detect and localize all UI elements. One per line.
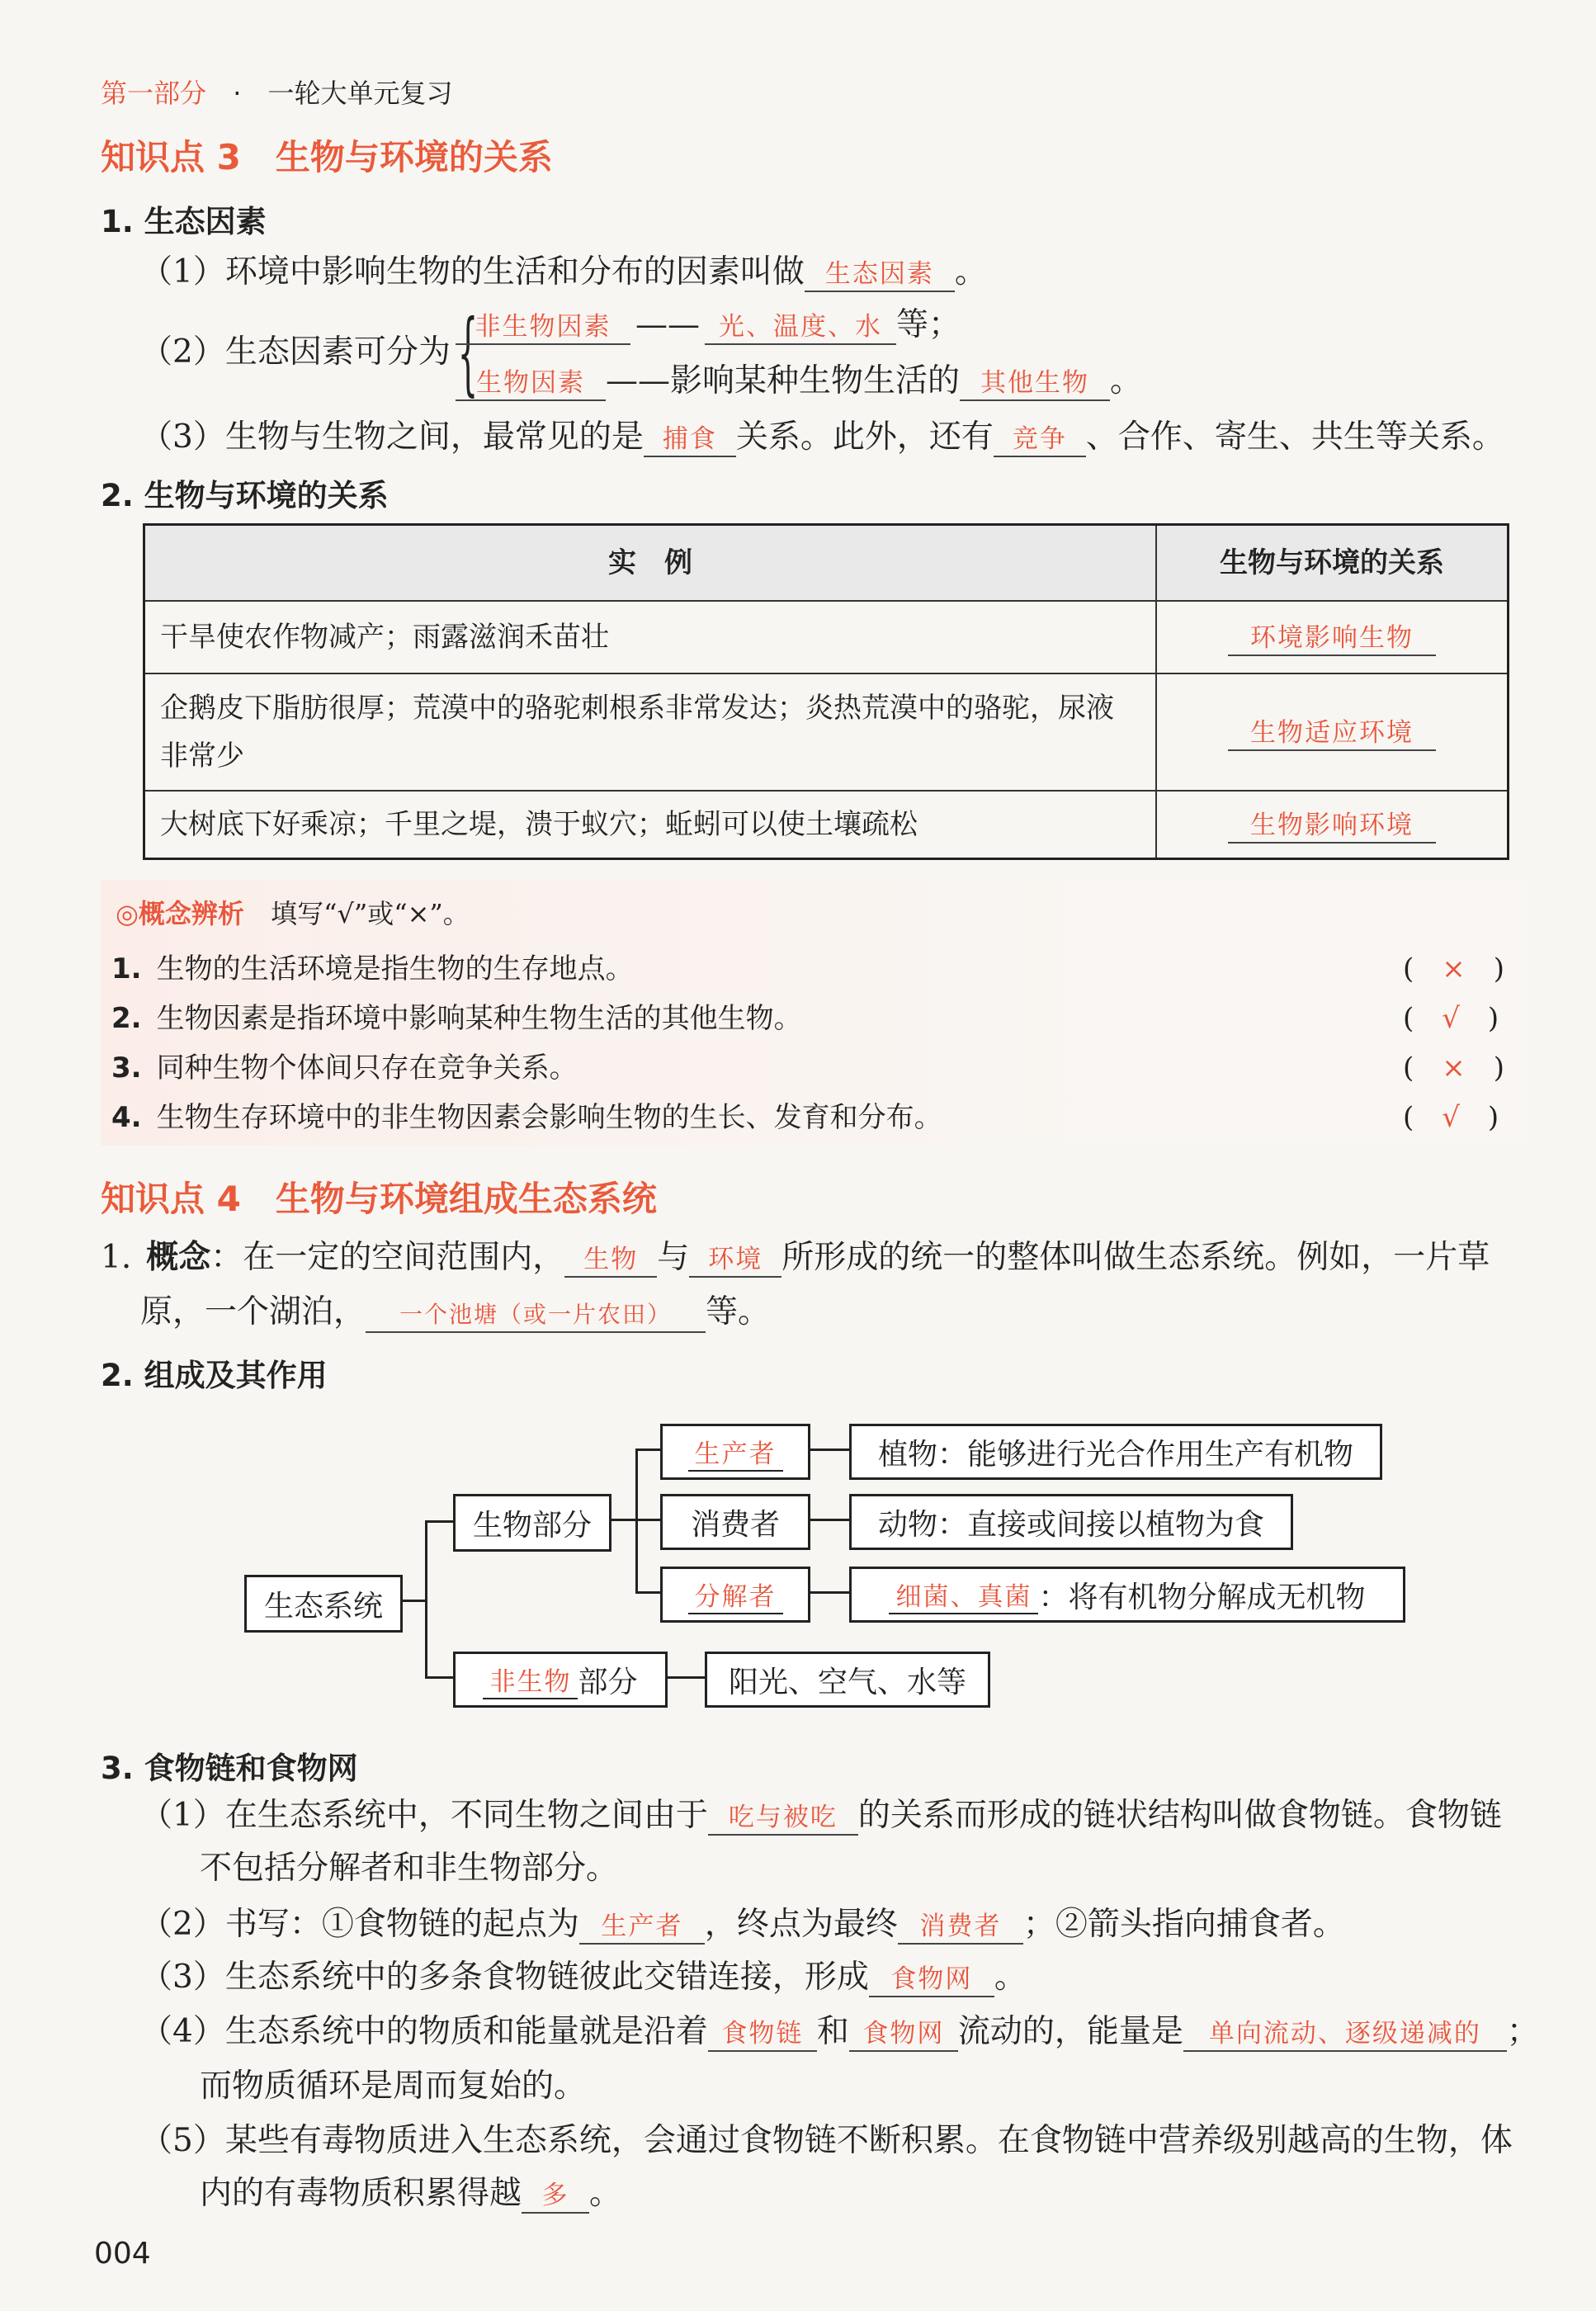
kp3-p3-answer2: 竞争 [994, 423, 1086, 457]
kp4-concept-line2 [140, 1294, 770, 1333]
diagram-nonbio-answer: 非生物 [483, 1661, 578, 1699]
diagram-nonbio-suffix: 部分 [578, 1665, 638, 1699]
kp4-f1-post: 的关系而形成的链状结构叫做食物链。食物链 [857, 1797, 1502, 1834]
diagram-connector [635, 1519, 660, 1521]
concept-answer: ( × ) [1403, 952, 1505, 985]
kp4-f4-answer3: 单向流动、逐级递减的 [1183, 2017, 1507, 2052]
diagram-connector [609, 1519, 637, 1521]
concept-title: ◎概念辨析 [116, 898, 244, 929]
kp3-p2-b-end: 。 [1110, 362, 1143, 399]
kp3-p1-text: （1）环境中影响生物的生活和分布的因素叫做 [140, 253, 805, 291]
kp4-title: 知识点 4 生物与环境组成生态系统 [101, 1179, 657, 1219]
kp4-f3-answer: 食物网 [869, 1963, 994, 1997]
kp4-f4-mid1: 和 [816, 2013, 849, 2050]
kp3-p1-end: 。 [954, 253, 987, 291]
kp4-f2-pre: （2）书写：①食物链的起点为 [140, 1906, 579, 1943]
concept-answer-mark: √ [1442, 1101, 1460, 1134]
header-section: 第一部分 [101, 78, 207, 109]
kp4-c1-pre: ：在一定的空间范围内， [210, 1239, 565, 1276]
kp4-c1-mid: 与 [657, 1239, 690, 1276]
table-cell-example: 干旱使农作物减产；雨露滋润禾苗壮 [144, 601, 1157, 673]
kp3-p2-a-end: 等； [896, 306, 961, 343]
table-header-relation: 生物与环境的关系 [1156, 525, 1509, 602]
kp4-c1-post: 所形成的统一的整体叫做生态系统。例如，一片草 [781, 1239, 1490, 1276]
concept-answer-mark: × [1442, 1052, 1466, 1085]
kp4-f3 [140, 1959, 1027, 1997]
concept-item [111, 946, 634, 986]
kp3-p3-mid: 关系。此外，还有 [735, 418, 994, 456]
header-dot: · [233, 78, 242, 109]
diagram-connector [400, 1600, 427, 1602]
kp4-f5-answer: 多 [522, 2179, 589, 2214]
concept-answer-mark: × [1442, 952, 1466, 985]
diagram-producer-answer: 生产者 [688, 1433, 783, 1472]
relation-table [143, 523, 1509, 860]
table-header-row [144, 525, 1509, 602]
kp3-p2-a-answer: 非生物因素 [456, 310, 630, 345]
kp3-p2-a-answer2: 光、温度、水 [705, 310, 896, 345]
kp4-f3-post: 。 [994, 1959, 1027, 1996]
header [101, 73, 453, 111]
kp4-f2-answer2: 消费者 [898, 1910, 1023, 1945]
kp4-f4 [140, 2014, 1539, 2052]
diagram-nonbio-part [453, 1652, 668, 1708]
diagram-producer-desc: 植物：能够进行光合作用生产有机物 [849, 1424, 1382, 1480]
kp4-f2 [140, 1907, 1345, 1945]
kp3-title: 知识点 3 生物与环境的关系 [101, 137, 553, 177]
kp4-f4-mid2: 流动的，能量是 [957, 2013, 1183, 2050]
concept-answer: ( √ ) [1403, 1101, 1499, 1134]
kp4-c1-line2-post: 等。 [706, 1293, 771, 1330]
diagram-connector [665, 1676, 705, 1679]
concept-heading [116, 893, 470, 931]
concept-num: 1. [111, 952, 142, 985]
diagram-connector [808, 1519, 849, 1521]
kp4-f2-answer1: 生产者 [579, 1910, 705, 1945]
concept-text: 同种生物个体间只存在竞争关系。 [156, 1052, 578, 1085]
concept-instruction: 填写“√”或“×”。 [271, 898, 470, 929]
table-header-example: 实 例 [144, 525, 1157, 602]
kp4-f5-pre: 内的有毒物质积累得越 [200, 2175, 522, 2212]
kp3-p2-b-text: ——影响某种生物生活的 [606, 362, 961, 399]
kp4-f4-post: ； [1506, 2013, 1539, 2050]
page-number: 004 [94, 2237, 151, 2271]
diagram-decomposer-desc-text: ：将有机物分解成无机物 [1038, 1580, 1366, 1614]
table-row [144, 791, 1509, 858]
diagram-connector [425, 1520, 453, 1523]
kp4-c1-label: 概念 [146, 1239, 211, 1276]
table-row [144, 601, 1509, 673]
kp3-s1-title: 1. 生态因素 [101, 204, 267, 239]
diagram-connector [425, 1676, 453, 1679]
kp4-f2-post: ；②箭头指向捕食者。 [1022, 1906, 1345, 1943]
kp4-c3-title: 3. 食物链和食物网 [101, 1751, 358, 1786]
table-answer-2: 生物影响环境 [1228, 809, 1436, 844]
concept-item [111, 1045, 578, 1085]
diagram-root: 生态系统 [244, 1575, 403, 1633]
diagram-connector [808, 1591, 849, 1594]
kp4-c1-answer3: 一个池塘（或一片农田） [366, 1298, 706, 1333]
concept-item [111, 995, 802, 1036]
table-cell-answer [1156, 601, 1509, 673]
table-cell-example: 企鹅皮下脂肪很厚；荒漠中的骆驼刺根系非常发达；炎热荒漠中的骆驼，尿液非常少 [144, 673, 1157, 791]
kp4-f3-pre: （3）生态系统中的多条食物链彼此交错连接，形成 [140, 1959, 869, 1996]
kp4-f1-line2: 不包括分解者和非生物部分。 [200, 1850, 619, 1887]
kp4-c1-num: 1. [101, 1239, 132, 1276]
kp4-f4-answer1: 食物链 [708, 2017, 817, 2052]
kp4-f1-answer: 吃与被吃 [708, 1801, 858, 1836]
kp3-p2-b [456, 363, 1142, 401]
kp4-c1-answer1: 生物 [564, 1243, 657, 1278]
concept-text: 生物的生活环境是指生物的生存地点。 [156, 952, 634, 985]
concept-text: 生物生存环境中的非生物因素会影响生物的生长、发育和分布。 [156, 1101, 942, 1134]
kp4-f2-mid: ，终点为最终 [704, 1906, 898, 1943]
kp4-c1-line2-pre: 原，一个湖泊， [140, 1293, 366, 1330]
kp4-f5-line2 [200, 2176, 621, 2214]
table-cell-answer [1156, 673, 1509, 791]
diagram-connector [635, 1449, 638, 1594]
table-cell-answer [1156, 791, 1509, 858]
kp4-f1-pre: （1）在生态系统中，不同生物之间由于 [140, 1797, 708, 1834]
concept-num: 3. [111, 1052, 142, 1085]
kp4-f4-answer2: 食物网 [849, 2017, 958, 2052]
kp3-s2-title: 2. 生物与环境的关系 [101, 478, 389, 513]
diagram-decomposer-desc-answer: 细菌、真菌 [889, 1576, 1038, 1614]
diagram-connector [808, 1449, 849, 1451]
diagram-connector [635, 1449, 660, 1451]
kp4-f5-post: 。 [589, 2175, 622, 2212]
diagram-bio-part: 生物部分 [453, 1494, 611, 1552]
kp4-concept-line1 [101, 1240, 1490, 1278]
diagram-decomposer [660, 1567, 810, 1623]
concept-answer: ( √ ) [1403, 1002, 1499, 1035]
kp3-p1 [140, 254, 987, 292]
table-row [144, 673, 1509, 791]
concept-answer-mark: √ [1442, 1002, 1460, 1035]
header-subtitle: 一轮大单元复习 [267, 78, 453, 109]
kp4-f4-pre: （4）生态系统中的物质和能量就是沿着 [140, 2013, 708, 2050]
kp3-p2-b-answer: 生物因素 [456, 366, 606, 401]
kp3-p3-end: 、合作、寄生、共生等关系。 [1085, 418, 1504, 456]
diagram-nonbio-desc: 阳光、空气、水等 [705, 1652, 990, 1708]
kp3-p2-label: （2）生态因素可分为 [140, 333, 451, 371]
diagram-decomposer-answer: 分解者 [688, 1576, 783, 1614]
kp3-p3 [140, 419, 1504, 457]
kp3-p2-a [456, 307, 961, 345]
kp4-c2-title: 2. 组成及其作用 [101, 1358, 328, 1393]
concept-num: 2. [111, 1002, 142, 1035]
kp3-p3-text: （3）生物与生物之间，最常见的是 [140, 418, 644, 456]
diagram-producer [660, 1424, 810, 1480]
diagram-connector [425, 1520, 427, 1679]
kp3-p2-a-dash: —— [635, 306, 700, 343]
kp4-f1 [140, 1798, 1502, 1836]
concept-item [111, 1094, 942, 1135]
kp4-f4-line2: 而物质循环是周而复始的。 [200, 2068, 587, 2105]
kp3-p1-answer: 生态因素 [805, 258, 955, 292]
brace: { [457, 300, 479, 405]
diagram-connector [635, 1591, 660, 1594]
concept-answer: ( × ) [1403, 1052, 1505, 1085]
diagram-consumer-desc: 动物：直接或间接以植物为食 [849, 1494, 1293, 1550]
diagram-consumer: 消费者 [660, 1494, 810, 1550]
concept-num: 4. [111, 1101, 142, 1134]
diagram-decomposer-desc [849, 1567, 1405, 1623]
kp4-c1-answer2: 环境 [689, 1243, 781, 1278]
kp3-p3-answer1: 捕食 [644, 423, 736, 457]
kp3-p2-b-answer2: 其他生物 [960, 366, 1110, 401]
kp4-f5-line1: （5）某些有毒物质进入生态系统，会通过食物链不断积累。在食物链中营养级别越高的生物，体 [140, 2122, 1513, 2159]
table-answer-1: 生物适应环境 [1228, 716, 1436, 751]
table-cell-example: 大树底下好乘凉；千里之堤，溃于蚁穴；蚯蚓可以使土壤疏松 [144, 791, 1157, 858]
table-answer-0: 环境影响生物 [1228, 621, 1436, 656]
concept-text: 生物因素是指环境中影响某种生物生活的其他生物。 [156, 1002, 802, 1035]
